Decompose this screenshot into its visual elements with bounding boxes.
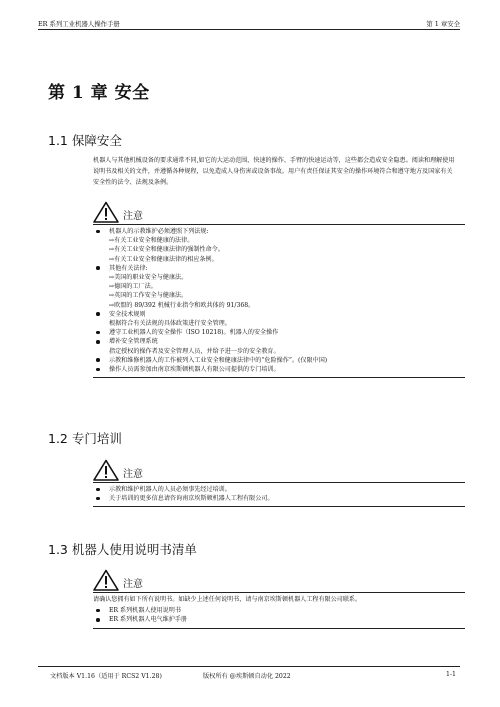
list-item xyxy=(93,494,465,503)
list-item-text: 关于培训的更多信息请咨询南京埃斯顿机器人工程有限公司。 xyxy=(109,495,274,503)
list-subitem: 指定授权的操作者及安全管理人员，并给予进一步的安全教育。 xyxy=(109,347,280,355)
footer-doc-version: 文档版本 V1.16（适用于 RCS2 V1.28) xyxy=(50,673,162,680)
notice-divider xyxy=(93,506,465,507)
notice-title: 注意 xyxy=(123,579,143,590)
list-item xyxy=(93,337,465,355)
notice-box-manual-list xyxy=(93,569,465,629)
section-intro: 机器人与其他机械设备的要求通常不同,如它的大运动范围、快速的操作、手臂的快速运动等，这些都会造成安全隐患。阅读和理解使用说明书及相关的文件，并遵循各种规程，以免造成人身伤害或设备事故。用户有责任保证其安全的操作环境符合和遵守地方及国家有关安全性的法令、法规及条例。 xyxy=(93,157,455,186)
list-subitem: ⇨美国的职业安全与健康法。 xyxy=(109,274,188,282)
notice-divider xyxy=(93,377,465,378)
list-item-text: 遵守工业机器人的安全操作（ISO 10218)。机器人的安全操作 xyxy=(109,329,279,337)
page-footer xyxy=(38,666,460,681)
list-item-text: 示教和维护机器人的人员必须事先经过培训。 xyxy=(109,486,231,493)
notice-title: 注意 xyxy=(123,211,143,222)
notice-divider xyxy=(93,224,465,225)
list-item xyxy=(93,606,465,615)
list-item-text: ER 系列机器人电气维护手册 xyxy=(109,616,188,624)
list-item xyxy=(93,227,465,264)
notice-lead-text: 请确认您拥有如下所有说明书。如缺少上述任何说明书，请与南京埃斯顿机器人工程有限公司联系。 xyxy=(93,596,362,603)
notice-box-training xyxy=(93,459,465,507)
list-item-text: 其他有关法律: xyxy=(109,264,148,272)
header-chapter: 第 1 章安全 xyxy=(426,20,460,28)
notice-header xyxy=(93,569,465,591)
list-subitem: ⇨有关工业安全和健康法律的强制性命令。 xyxy=(109,246,224,254)
notice-title: 注意 xyxy=(123,469,143,480)
section-title-safety: 1.1 保障安全 xyxy=(48,133,122,148)
warning-triangle-icon xyxy=(93,201,119,223)
list-item xyxy=(93,485,465,494)
list-item xyxy=(93,615,465,624)
warning-triangle-icon xyxy=(93,569,119,591)
notice-list xyxy=(93,227,465,374)
list-item-text: 机器人的示教维护必须遵照下列法规: xyxy=(109,228,209,235)
notice-list xyxy=(93,606,465,624)
warning-triangle-icon xyxy=(93,459,119,481)
header-doc-title: ER 系列工业机器人操作手册 xyxy=(38,20,120,28)
notice-divider xyxy=(93,482,465,483)
page-header xyxy=(38,16,460,30)
list-subitem: ⇨有关工业安全和健康的法律。 xyxy=(109,237,194,245)
list-item xyxy=(93,310,465,328)
list-item xyxy=(93,328,465,337)
footer-copyright: 版权所有 @埃斯顿自动化 2022 xyxy=(203,673,291,680)
notice-list xyxy=(93,485,465,503)
list-item xyxy=(93,264,465,310)
list-subitem: ⇨德国的工厂法。 xyxy=(109,283,157,291)
list-subitem: ⇨有关工业安全和健康法律的相应条例。 xyxy=(109,255,218,263)
section-title-training: 1.2 专门培训 xyxy=(48,431,122,446)
list-subitem: ⇨英国的工作安全与健康法。 xyxy=(109,292,188,300)
notice-header xyxy=(93,459,465,481)
list-item-text: 操作人员需参加由南京埃斯顿机器人有限公司提供的专门培训。 xyxy=(109,366,280,374)
list-item-text: 增补安全管理系统 xyxy=(109,338,158,346)
notice-divider xyxy=(93,628,465,629)
chapter-title: 第 1 章 安全 xyxy=(48,83,150,103)
notice-header xyxy=(93,201,465,223)
list-subitem: 根据符合有关法规的具体政策进行安全管理。 xyxy=(109,320,231,328)
list-item-text: ER 系列机器人使用说明书 xyxy=(109,607,181,615)
notice-divider xyxy=(93,592,465,593)
list-item-text: 示教和维修机器人的工作被列入工业安全和健康法律中的“危险操作”。(仅限中国) xyxy=(109,356,328,364)
list-item xyxy=(93,356,465,365)
footer-page-number: 1-1 xyxy=(446,671,456,678)
list-item xyxy=(93,365,465,374)
list-item-text: 安全技术规则 xyxy=(109,310,146,318)
list-subitem: ⇨欧盟的 89/392 机械行业指令和欧共体的 91/368。 xyxy=(109,301,255,309)
section-title-manual-list: 1.3 机器人使用说明书清单 xyxy=(48,542,197,557)
notice-box-safety xyxy=(93,201,465,378)
